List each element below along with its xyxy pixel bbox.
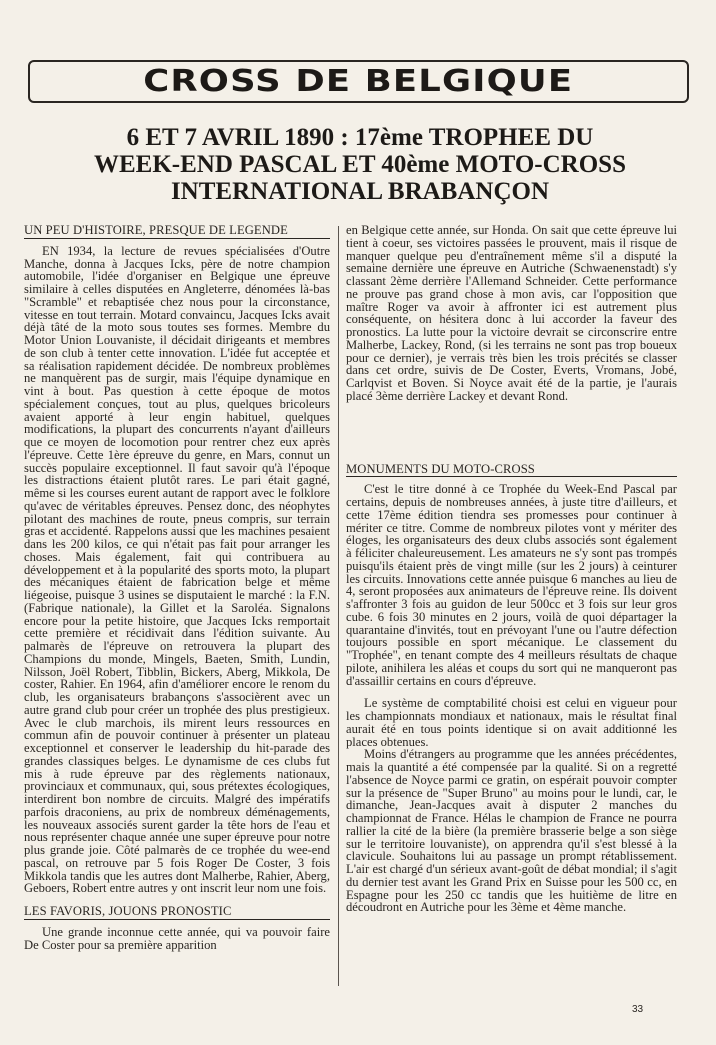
favoris-paragraph-start: Une grande inconnue cette année, qui va pouvoir faire De Coster pour sa première apparition <box>24 924 330 952</box>
section-banner <box>28 60 689 103</box>
headline-line-1: 6 ET 7 AVRIL 1890 : 17ème TROPHEE DU <box>126 124 594 151</box>
monuments-paragraph-2: Le système de comptabilité choisi est celui en vigueur pour les championnats mondiaux et nationaux, mais le résultat final aurait été en tous points identique si on avait additionné les places obtenues. <box>346 696 677 749</box>
history-paragraph: EN 1934, la lecture de revues spécialisées d'Outre Manche, donna à Jacques Icks, père de notre champion automobile, l'idée d'organiser en Belgique une épreuve similaire à celles disputées en Angleterre, dénomées là-bas "Scramble" et rebaptisée chez nous pour la circonstance, vitesse en tout terrain. Motard convaincu, Jacques Icks avait déjà tâté de la moto sous toutes ses formes. Membre du Motor Union Louvaniste, il décidait dirigeants et membres de son club à tenter cette innovation. L'idée fut acceptée et sa réalisation rapidement décidée. De nombreux problèmes ne manquèrent pas de surgir, mais l'équipe dynamique en vint à bout. Pas question à cette époque de motos spécialement conçues, tout au plus, quelques bricoleurs avaient apporté à leur engin habituel, quelques modifications, la plupart des concurrents n'ayant d'ailleurs que ce moyen de locomotion pour rentrer chez eux après l'épreuve. Cette 1ère épreuve du genre, en Mars, connut un succès populaire exceptionnel. Il faut savoir qu'à l'époque les distractions étaient plutôt rares. Le pari était gagné, même si les courses eurent autant de rapport avec le folklore qu'avec de véritables épreuves. Pensez donc, des néophytes pilotant des machines de route, pneus compris, sur terrain gras et accidenté. Rappelons aussi que les machines pesaient dans les 200 kilos, ce qui n'était pas fait pour arranger les choses. Mais également, fait qui contribuera au développement et à la popularité des sports moto, la plupart des mécaniques étaient de fabrication belge et même liégeoise, puisque 3 usines se disputaient le marché : la F.N. (Fabrique nationale), la Gillet et la Saroléa. Signalons encore pour la petite histoire, que Jacques Icks remportait cette première et récidivait dans l'édition suivante. Au palmarès de l'épreuve on retrouvera la plupart des Champions du monde, Mingels, Baeten, Smith, Lundin, Nilsson, Joël Robert, Tibblin, Bickers, Aberg, Mikkola, De coster, Rahier. En 1964, afin d'améliorer encore le renom du club, les organisateurs brabançons s'associèrent avec un autre grand club pour créer un trophée des plus prestigieux. Avec le club marchois, ils mirent leurs ressources en commun afin de pouvoir continuer à présenter un plateau exceptionnel et conserver le leadership du hit-parade des grandes classiques belges. Le dynamisme de ces clubs fut mis à rude épreuve par des règlements nationaux, provinciaux et communaux, qui, sous prétextes écologiques, interdirent bon nombre de circuits. Malgré des impératifs parfois draconiens, au prix de nombreux déménagements, les nouveaux associés surent garder la tête hors de l'eau et nous représenter chaque année une super épreuve pour notre plus grande joie. Côté palmarès de ce trophée du wee-end pascal, on retrouve par 5 fois Roger De Coster, 3 fois Mikkola tandis que les autres dont Malherbe, Rahier, Aberg, Geboers, Robert entre autres y ont inscrit leur nom une fois. <box>24 243 330 896</box>
banner-title: CROSS DE BELGIQUE <box>143 64 574 99</box>
headline-line-3: INTERNATIONAL BRABANÇON <box>170 178 550 205</box>
monuments-paragraph-1: C'est le titre donné à ce Trophée du Week-End Pascal par certains, depuis de nombreuses années, à juste titre d'ailleurs, et cette 17ème édition tiendra ses promesses pour continuer à mériter ce titre. Comme de nombreux pilotes vont y mériter des éloges, les organisateurs des deux clubs associés sont également à féliciter chaleureusement. Les amateurs ne s'y sont pas trompés puisqu'ils étaient près de vingt mille (sur les 2 jours) à ceinturer les circuits. Innovations cette année puisque 6 manches au lieu de 4, seront proposées aux animateurs de l'épreuve reine. Ils doivent s'affronter 3 fois au guidon de leur 500cc et 3 fois sur leur gros cube. 6 fois 30 minutes en 2 jours, voilà de quoi départager la quarantaine d'invités, tout en prévoyant l'une ou l'autre défection toujours possible en sport mécanique. Le classement du "Trophée", en tenant compte des 4 meilleurs résultats de chaque pilote, anihilera les aléas et coups du sort qui ne manqueront pas d'assaillir certains en cours d'épreuve. <box>346 482 677 688</box>
section-heading-favoris: LES FAVORIS, JOUONS PRONOSTIC <box>24 905 330 920</box>
headline-line-2: WEEK-END PASCAL ET 40ème MOTO-CROSS <box>94 151 626 178</box>
section-heading-monuments: MONUMENTS DU MOTO-CROSS <box>346 463 677 478</box>
left-column <box>24 224 330 951</box>
monuments-paragraph-3: Moins d'étrangers au programme que les années précédentes, mais la quantité a été compensée par la qualité. Si on a regretté l'absence de Noyce parmi ce gratin, on espérait pouvoir compter sur la présence de "Super Bruno" au moins pour le lundi, car, le dimanche, Jean-Jacques avait à disputer 2 manches du championnat de France. Hélas le champion de France ne pourra rallier la cité de la bière (la première brasserie belge a son siège sur le territoire louvaniste), on apprendra qu'il s'est blessé à la clavicule. Souhaitons lui au passage un prompt rétablissement. L'air est chargé d'un sérieux avant-goût de débat mondial; il s'agit du dernier test avant les Grand Prix en Suisse pour les 500 cc, en Espagne pour les 250 cc tandis que les huitième de litre en découdront en Autriche pour les 3ème et 4ème manche. <box>346 747 677 915</box>
right-column <box>346 224 677 914</box>
column-divider <box>338 226 339 986</box>
favoris-paragraph-continued: en Belgique cette année, sur Honda. On sait que cette épreuve lui tient à coeur, ses victoires passées le prouvent, mais il risque de manquer quelque peu d'entraînement même s'il a disputé la semaine dernière une épreuve en Autriche (Schwaenenstadt) s'y classant 2ème derrière l'Allemand Schneider. Cette performance ne prouve pas grand chose à mon avis, car l'opposition que maître Roger va avoir à affronter ici est autrement plus conséquente, on hésitera donc à lui accorder la faveur des pronostics. La lutte pour la victoire devrait se circonscrire entre Malherbe, Lackey, Rond, (si les terrains ne sont pas trop boueux pour ce dernier), je verrais très bien les trois précités se classer dans cet ordre, suivis de De Coster, Everts, Vromans, Jobé, Carlqvist et Boven. Si Noyce avait été de la partie, je l'aurais placé 3ème derrière Lackey et devant Rond. <box>346 223 677 403</box>
article-headline <box>40 124 680 205</box>
page-number: 33 <box>632 1004 644 1015</box>
section-heading-history: UN PEU D'HISTOIRE, PRESQUE DE LEGENDE <box>24 224 330 239</box>
